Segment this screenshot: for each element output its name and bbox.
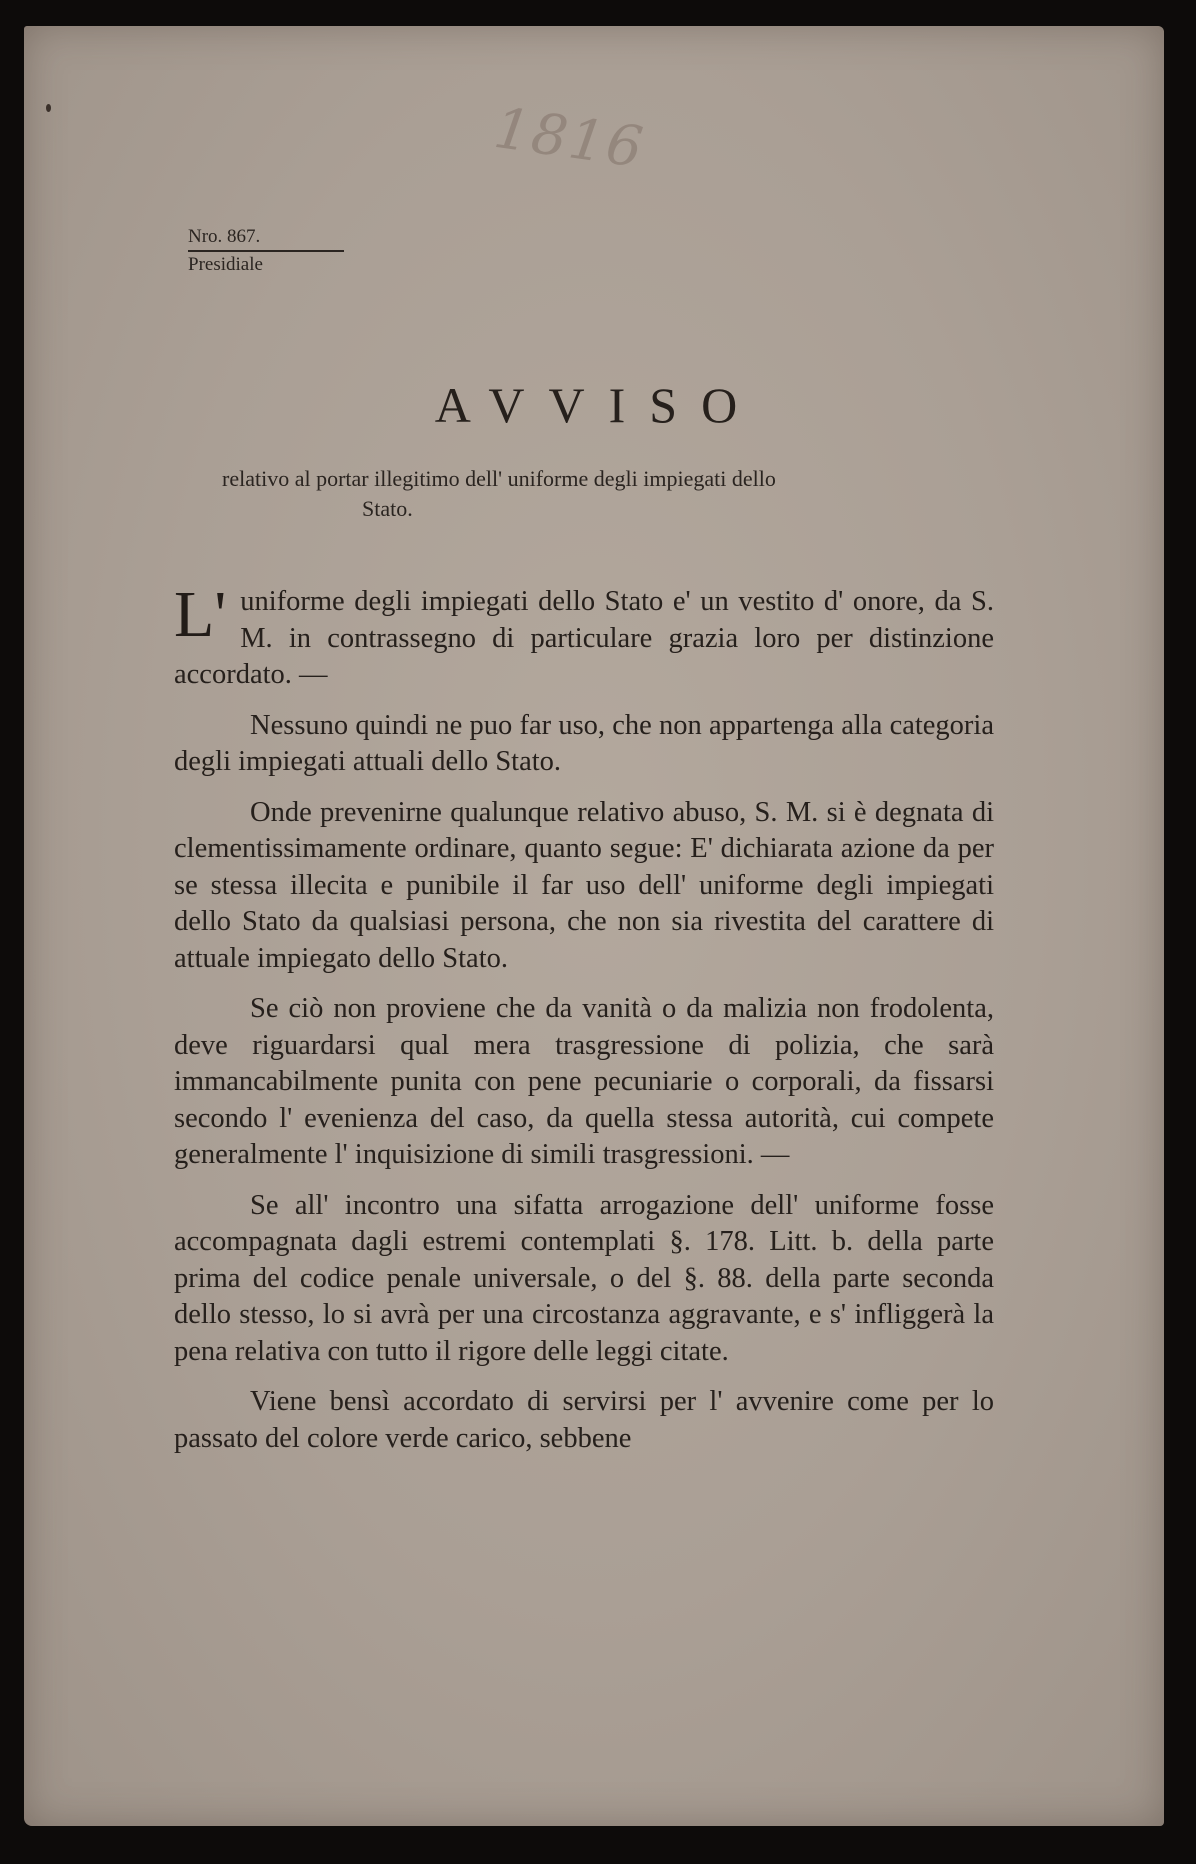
paragraph-3: Onde prevenirne qualunque relativo abuso, S. M. si è degnata di clementissimamente ordinare, quanto segue: E' dichiarata azione da per se stessa illecita e punibile il far uso dell' uniforme degli impiegati dello Stato da qualsiasi persona, che non sia rivestita del carattere di attuale impiegato dello Stato. [174,796,994,974]
paragraph-6: Viene bensì accordato di servirsi per l' avvenire come per lo passato del colore verde carico, sebbene [174,1386,994,1454]
document-title: AVVISO [434,377,762,433]
document-body [174,578,994,1471]
paragraph-2: Nessuno quindi ne puo far uso, che non appartenga alla categoria degli impiegati attuali dello Stato. [174,709,994,777]
handwritten-year: 1816 [490,95,649,182]
paragraph-1 [174,578,994,694]
document-subtitle [222,464,962,524]
subtitle-line-1: relativo al portar illegitimo dell' uniforme degli impiegati dello [222,466,776,491]
subtitle-line-2: Stato. [362,496,413,521]
paragraph-5: Se all' incontro una sifatta arrogazione dell' uniforme fosse accompagnata dagli estremi contemplati §. 178. Litt. b. della parte prima del codice penale universale, o del §. 88. della parte seconda dello stesso, lo si avrà per una circostanza aggravante, e s' infliggerà la pena relativa con tutto il rigore delle leggi citate. [174,1189,994,1367]
ink-spot [46,104,51,112]
drop-cap: L' [174,578,227,651]
paragraph-text: uniforme degli impiegati dello Stato e' un vestito d' onore, da S. M. in contrassegno di particulare grazia loro per distinzione accordato. — [174,586,994,690]
reference-block [188,224,344,278]
reference-number: Nro. 867. [188,224,344,252]
document-page [24,26,1164,1826]
paragraph-4: Se ciò non proviene che da vanità o da malizia non frodolenta, deve riguardarsi qual mera trasgressione di polizia, che sarà immancabilmente punita con pene pecuniarie o corporali, da fissarsi secondo l' evenienza del caso, da quella stessa autorità, cui compete generalmente l' inquisizione di simili trasgressioni. — [174,993,994,1170]
reference-office: Presidiale [188,254,263,275]
